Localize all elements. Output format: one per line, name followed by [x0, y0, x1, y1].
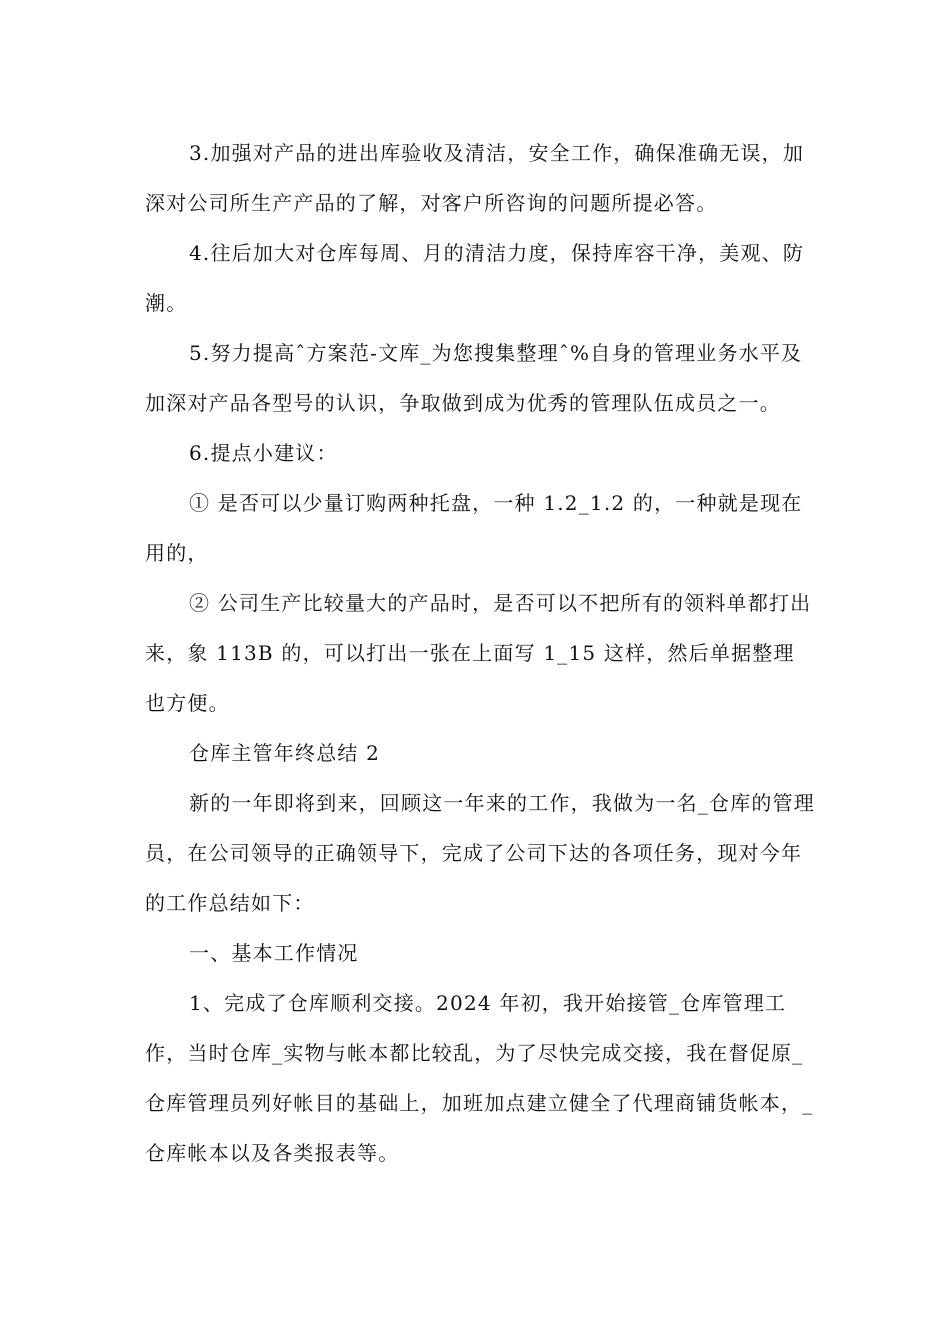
document-body — [145, 128, 815, 1178]
intro-paragraph: 新的一年即将到来，回顾这一年来的工作，我做为一名_仓库的管理员，在公司领导的正确领导下，完成了公司下达的各项任务，现对今年的工作总结如下： — [145, 791, 815, 915]
section-title: 仓库主管年终总结 2 — [189, 741, 381, 765]
paragraph-item-5: 5.努力提高ˆ方案范-文库_为您搜集整理ˆ%自身的管理业务水平及加深对产品各型号的认识，争取做到成为优秀的管理队伍成员之一。 — [145, 341, 803, 415]
work-item-1: 1、完成了仓库顺利交接。2024 年初，我开始接管_仓库管理工作，当时仓库_实物与帐本都比较乱，为了尽快完成交接，我在督促原_仓库管理员列好帐目的基础上，加班加点建立健全了代理商铺货帐本，_仓库帐本以及各类报表等。 — [145, 991, 814, 1165]
suggestion-1: ① 是否可以少量订购两种托盘，一种 1.2_1.2 的，一种就是现在用的， — [145, 491, 803, 565]
subsection-heading: 一、基本工作情况 — [189, 941, 359, 965]
suggestion-2: ② 公司生产比较量大的产品时，是否可以不把所有的领料单都打出来，象 113B 的，可以打出一张在上面写 1_15 这样，然后单据整理也方便。 — [145, 591, 812, 715]
paragraph-item-6: 6.提点小建议： — [189, 441, 338, 465]
paragraph-item-3: 3.加强对产品的进出库验收及清洁，安全工作，确保准确无误，加深对公司所生产产品的了解，对客户所咨询的问题所提必答。 — [145, 141, 805, 215]
paragraph-item-4: 4.往后加大对仓库每周、月的清洁力度，保持库容干净，美观、防潮。 — [145, 241, 805, 315]
